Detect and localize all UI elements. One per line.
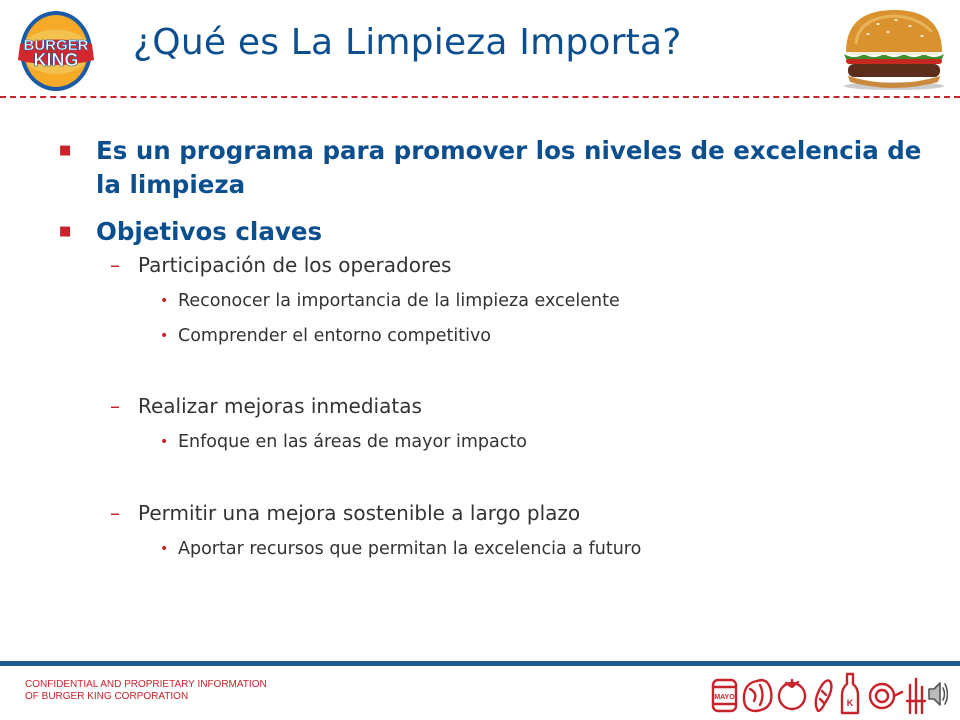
tomato-icon — [779, 680, 805, 709]
sub-bullet-text: Participación de los operadores — [138, 253, 452, 277]
dash-marker: – — [110, 253, 120, 277]
dot-marker: • — [160, 434, 169, 450]
mayo-jar-icon — [713, 680, 736, 711]
logo-word-burger: BURGER — [23, 37, 89, 54]
confidential-line: OF BURGER KING CORPORATION — [25, 691, 189, 702]
lettuce-icon — [744, 680, 772, 711]
sub-sub-bullet-item — [56, 429, 936, 455]
sub-sub-bullet-text: Comprender el entorno competitivo — [178, 326, 492, 346]
sub-sub-bullet-text: Reconocer la importancia de la limpieza excelente — [178, 291, 620, 311]
footer-food-icons — [710, 671, 948, 715]
sub-bullet-item — [56, 392, 936, 420]
sub-sub-bullet-text: Aportar recursos que permitan la excelencia a futuro — [178, 539, 642, 559]
sub-bullet-text: Permitir una mejora sostenible a largo plazo — [138, 501, 581, 525]
dot-marker: • — [160, 541, 169, 557]
ketchup-label: K — [846, 698, 854, 708]
burger-king-logo — [14, 8, 98, 94]
sub-bullet-item — [56, 251, 936, 279]
pickle-icon — [816, 680, 832, 711]
dot-marker: • — [160, 293, 169, 309]
sub-sub-bullet-item — [56, 323, 936, 349]
header-divider — [0, 96, 960, 98]
sub-bullet-text: Realizar mejoras inmediatas — [138, 394, 422, 418]
bullet-list — [56, 134, 936, 562]
bullet-item — [56, 134, 936, 202]
speaker-icon — [929, 683, 948, 705]
bullet-marker: ■ — [59, 143, 72, 158]
ketchup-bottle-icon — [842, 674, 858, 713]
logo-word-king: KING — [33, 50, 79, 70]
sub-bullet-item — [56, 499, 936, 527]
bullet-text: Objetivos claves — [96, 217, 323, 246]
sub-sub-bullet-text: Enfoque en las áreas de mayor impacto — [178, 432, 527, 452]
sub-sub-bullet-item — [56, 288, 936, 314]
confidential-notice — [25, 679, 267, 703]
sub-sub-bullet-item — [56, 536, 936, 562]
burger-image — [838, 6, 950, 92]
dash-marker: – — [110, 501, 120, 525]
bullet-marker: ■ — [59, 224, 72, 239]
confidential-line: CONFIDENTIAL AND PROPRIETARY INFORMATION — [25, 679, 267, 690]
bullet-item — [56, 215, 936, 249]
dot-marker: • — [160, 328, 169, 344]
onion-icon — [870, 684, 902, 708]
bullet-text: Es un programa para promover los niveles de excelencia de la limpieza — [96, 136, 922, 199]
mayo-label: MAYO — [714, 694, 735, 701]
footer-divider — [0, 661, 960, 666]
dash-marker: – — [110, 394, 120, 418]
fries-icon — [907, 679, 925, 713]
slide-title: ¿Qué es La Limpieza Importa? — [133, 22, 682, 63]
